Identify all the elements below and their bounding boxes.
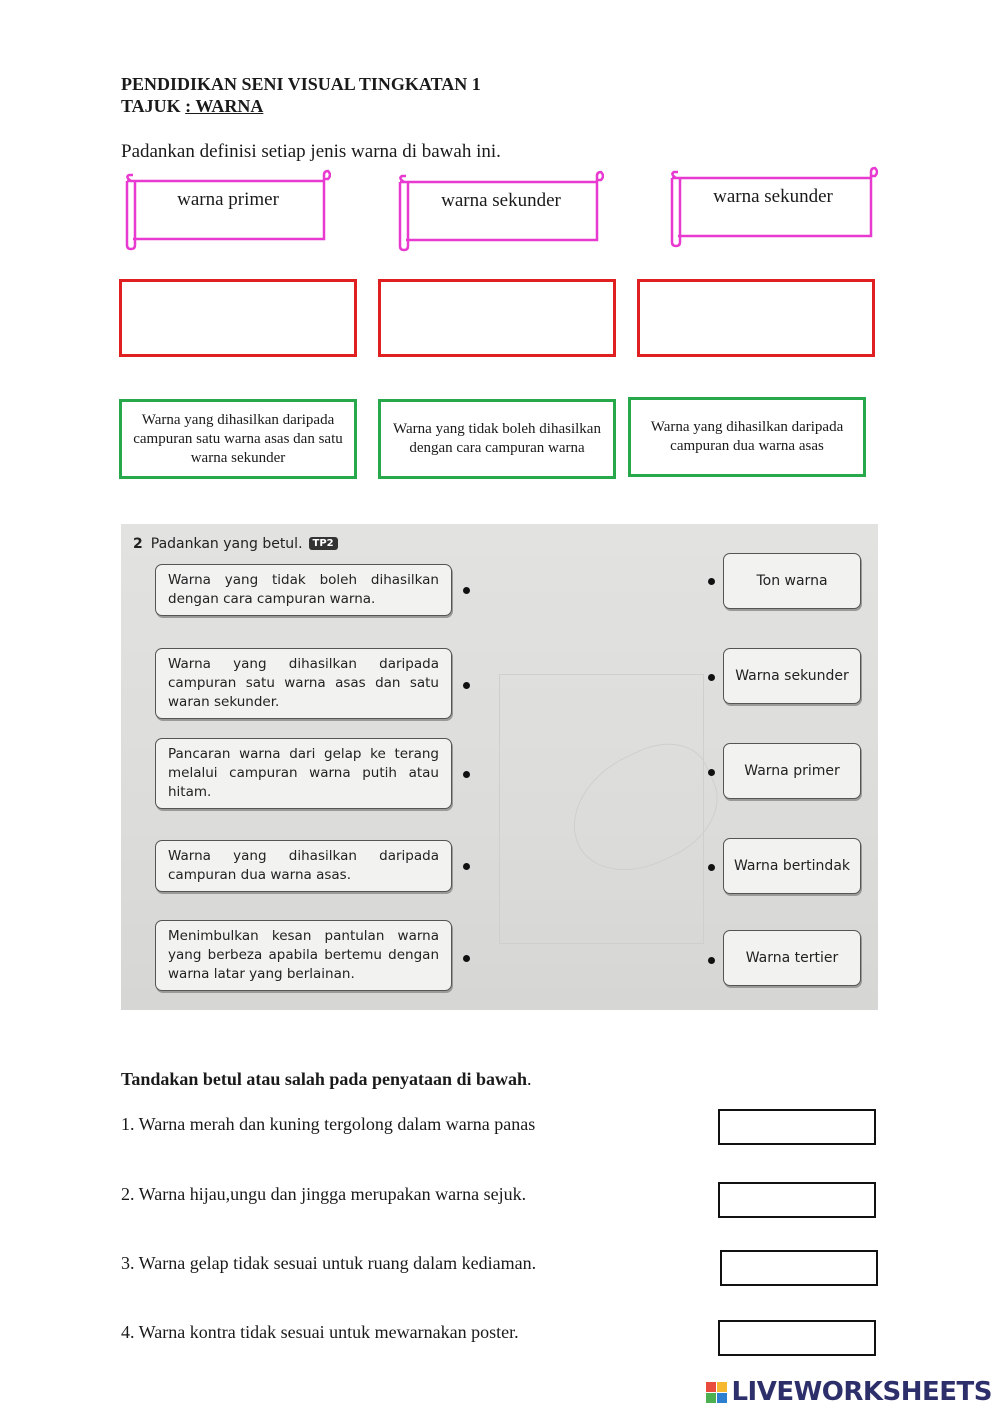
matching-left-item-4: Warna yang dihasilkan daripada campuran dua warna asas. bbox=[155, 840, 452, 892]
liveworksheets-logo bbox=[706, 1377, 992, 1407]
matching-exercise-photo bbox=[121, 524, 878, 1010]
true-false-heading bbox=[121, 1069, 532, 1090]
instruction-text: Padankan definisi setiap jenis warna di bawah ini. bbox=[121, 141, 501, 162]
statement-3: 3. Warna gelap tidak sesuai untuk ruang dalam kediaman. bbox=[121, 1253, 537, 1273]
answer-input-1[interactable] bbox=[718, 1109, 876, 1145]
right-connector-dot-4[interactable] bbox=[708, 864, 715, 871]
definition-card-2[interactable]: Warna yang tidak boleh dihasilkan dengan cara campuran warna bbox=[378, 399, 616, 479]
right-connector-dot-2[interactable] bbox=[708, 674, 715, 681]
topic-prefix: TAJUK bbox=[121, 96, 186, 116]
topic-name: : WARNA bbox=[185, 96, 264, 116]
matching-left-item-1: Warna yang tidak boleh dihasilkan dengan cara campuran warna. bbox=[155, 564, 452, 616]
scroll-label-3[interactable] bbox=[664, 164, 876, 244]
left-connector-dot-1[interactable] bbox=[463, 587, 470, 594]
true-false-title-end: . bbox=[527, 1069, 532, 1089]
scroll-label-1[interactable] bbox=[119, 167, 331, 247]
definition-card-1[interactable]: Warna yang dihasilkan daripada campuran satu warna asas dan satu warna sekunder bbox=[119, 399, 357, 479]
definition-card-3[interactable]: Warna yang dihasilkan daripada campuran dua warna asas bbox=[628, 397, 866, 477]
left-connector-dot-4[interactable] bbox=[463, 863, 470, 870]
left-connector-dot-2[interactable] bbox=[463, 682, 470, 689]
right-connector-dot-5[interactable] bbox=[708, 957, 715, 964]
question-heading bbox=[133, 536, 338, 552]
scroll-label-text: warna sekunder bbox=[441, 190, 561, 211]
matching-left-item-3: Pancaran warna dari gelap ke terang melalui campuran warna putih atau hitam. bbox=[155, 738, 452, 809]
matching-right-item-2: Warna sekunder bbox=[723, 648, 861, 704]
subject-title: PENDIDIKAN SENI VISUAL TINGKATAN 1 bbox=[121, 74, 481, 94]
logo-grid-icon bbox=[706, 1382, 727, 1403]
statement-2: 2. Warna hijau,ungu dan jingga merupakan warna sejuk. bbox=[121, 1184, 527, 1204]
right-connector-dot-1[interactable] bbox=[708, 578, 715, 585]
scroll-label-text: warna sekunder bbox=[713, 186, 833, 207]
matching-right-item-3: Warna primer bbox=[723, 743, 861, 799]
answer-dropzone-3[interactable] bbox=[637, 279, 875, 357]
answer-dropzone-2[interactable] bbox=[378, 279, 616, 357]
statement-4: 4. Warna kontra tidak sesuai untuk mewarnakan poster. bbox=[121, 1322, 519, 1342]
topic-line bbox=[121, 95, 481, 117]
question-number: 2 bbox=[133, 536, 143, 552]
matching-right-item-5: Warna tertier bbox=[723, 930, 861, 986]
right-connector-dot-3[interactable] bbox=[708, 769, 715, 776]
statement-1: 1. Warna merah dan kuning tergolong dalam warna panas bbox=[121, 1114, 536, 1134]
worksheet-header bbox=[121, 73, 481, 117]
matching-right-item-1: Ton warna bbox=[723, 553, 861, 609]
matching-right-item-4: Warna bertindak bbox=[723, 838, 861, 894]
scroll-label-2[interactable] bbox=[392, 168, 604, 248]
answer-input-2[interactable] bbox=[718, 1182, 876, 1218]
matching-left-item-2: Warna yang dihasilkan daripada campuran satu warna asas dan satu waran sekunder. bbox=[155, 648, 452, 719]
matching-left-item-5: Menimbulkan kesan pantulan warna yang berbeza apabila bertemu dengan warna latar yang berlainan. bbox=[155, 920, 452, 991]
scroll-label-text: warna primer bbox=[177, 189, 279, 210]
left-connector-dot-5[interactable] bbox=[463, 955, 470, 962]
left-connector-dot-3[interactable] bbox=[463, 771, 470, 778]
true-false-title: Tandakan betul atau salah pada penyataan di bawah bbox=[121, 1069, 527, 1089]
answer-dropzone-1[interactable] bbox=[119, 279, 357, 357]
tp-badge: TP2 bbox=[309, 537, 338, 550]
answer-input-3[interactable] bbox=[720, 1250, 878, 1286]
question-title: Padankan yang betul. bbox=[150, 536, 303, 552]
answer-input-4[interactable] bbox=[718, 1320, 876, 1356]
logo-text: LIVEWORKSHEETS bbox=[731, 1377, 992, 1407]
